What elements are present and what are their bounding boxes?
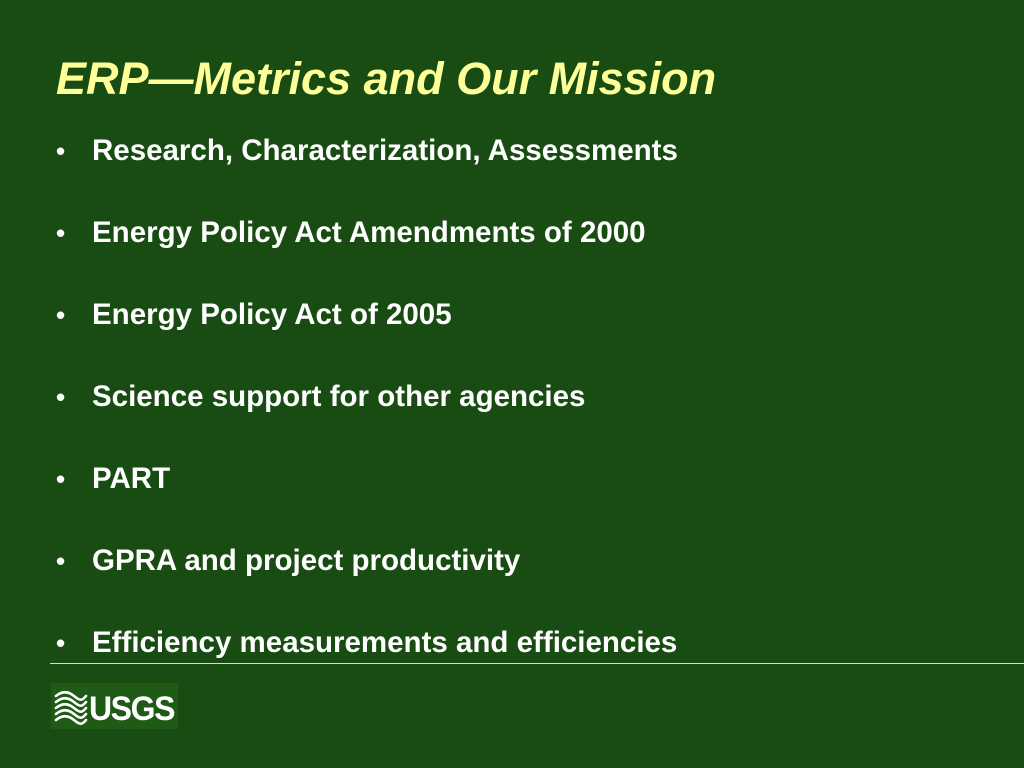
bullet-text: Efficiency measurements and efficiencies <box>92 626 678 659</box>
bullet-dot: • <box>56 628 66 658</box>
usgs-wave-icon <box>51 683 178 729</box>
logo-text: USGS <box>89 690 175 728</box>
bullet-text: PART <box>92 462 171 495</box>
bullet-text: Energy Policy Act of 2005 <box>92 298 452 331</box>
bullet-dot: • <box>56 300 66 330</box>
bullet-dot: • <box>56 136 66 166</box>
bullet-text: Energy Policy Act Amendments of 2000 <box>92 216 646 249</box>
bullet-dot: • <box>56 218 66 248</box>
footer-divider <box>50 663 1024 664</box>
bullet-text: GPRA and project productivity <box>92 544 521 577</box>
bullet-dot: • <box>56 464 66 494</box>
bullet-dot: • <box>56 382 66 412</box>
slide-title: ERP—Metrics and Our Mission <box>56 53 717 104</box>
usgs-logo <box>51 683 178 729</box>
bullet-text: Science support for other agencies <box>92 380 586 413</box>
bullet-dot: • <box>56 546 66 576</box>
bullet-text: Research, Characterization, Assessments <box>92 134 678 167</box>
